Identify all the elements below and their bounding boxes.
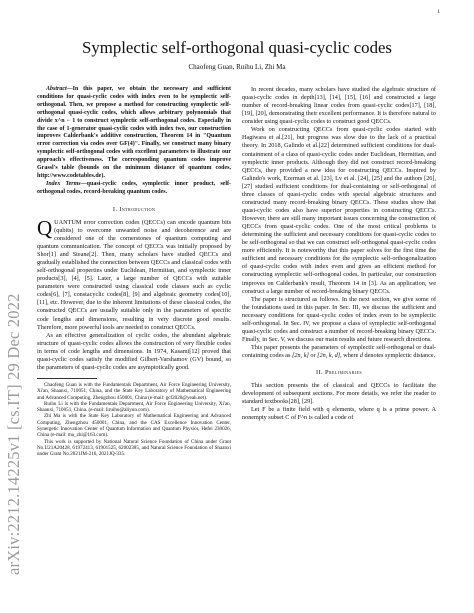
intro-paragraph-2: As an effective generalization of cyclic codes, the abundant algebraic structure of quasi-cyclic codes allows the construction of very flexible codes in terms of code lengths and dimensions. In 1974, Kasami[12] proved that quasi-cyclic codes satisfy the modified Gilbert-Varshamov (GV) bound, so the parameters of quasi-cyclic codes are asymptotically good. [37, 331, 231, 371]
paper-authors: Chaofeng Guan, Ruihu Li, Zhi Ma [188, 63, 286, 71]
abstract-text: —In this paper, we obtain the necessary and sufficient conditions for quasi-cyclic codes with index even to be symplectic self-orthogonal. Then, we propose a method for constructing symplectic self-orthogonal quasi-cyclic codes, which allows arbitrary polynomials that divide x^n − 1 to construct symplectic self-orthogonal codes. Especially in the case of 1-generator quasi-cyclic codes with index two, our construction improves Calderbank's additive construction, Theorem 14 in "Quantum error correction via codes over GF(4)". Finally, we construct many binary symplectic self-orthogonal codes with excellent parameters to illustrate our approach's effectiveness. The corresponding quantum codes improve Grassl's table (bounds on the minimum distance of quantum codes, http://www.codetables.de). [37, 86, 231, 179]
intro-paragraph-1 [37, 215, 231, 332]
para4-text-b: or [308, 352, 318, 360]
page-number: 1 [437, 9, 440, 15]
intro-paragraph-1-text: UANTUM error correction codes (QECCs) can encode quantum bits (qubits) to overcome unwanted noise and decoherence and are considered one of the cornerstones of quantum computing and quantum communication. The concept of QECCs was initially proposed by Shor[1] and Steane[2]. Then, many scholars have studied QECCs and gradually established the connection between QECCs and classical codes with self-orthogonal properties under Euclidean, Hermitian, and symplectic inner products[3], [4], [5]. Later, a large number of QECCs with suitable parameters were constructed using classical code classes such as cyclic codes[6], [7], constacyclic codes[8], [9] and algebraic geometry codes[10], [11], etc. However, due to the inherent limitations of these classical codes, the constructed QECCs are usually suitable only in the parameters of specific code lengths and dimensions, resulting in very discrete good results. Therefore, more powerful tools are needed to construct QECCs. [37, 218, 231, 331]
footnote-author-guan: Chaofeng Guan is with the Fundamentals Department, Air Force Engineering University, Xi'an, Shaanxi, 710051, China, and the State Key Laboratory of Mathematical Engineering and Advanced Computing, Zhengzhou 450001, China (e-mail: gcf2020@yeah.net). [37, 381, 231, 401]
abstract [37, 86, 231, 181]
para4-text-a: This paper presents the parameters of symplectic self-orthogonal or dual-containing codes as [242, 344, 436, 360]
abstract-lead: Abstract [46, 86, 67, 92]
right-paragraph-3: The paper is structured as follows. In the next section, we give some of the foundations used in this paper. In Sec. III, we discuss the sufficient and necessary conditions for quasi-cyclic codes of index even to be symplectic self-orthogonal. In Sec. IV, we propose a class of symplectic self-orthogonal quasi-cyclic codes and construct a number of record-breaking binary QECCs. Finally, in Sec. V, we discuss our main results and future research directions. [242, 295, 436, 343]
section-heading-preliminaries: II. Preliminaries [315, 369, 363, 377]
para4-text-d: denotes symplectic distance. [363, 352, 436, 360]
math-d: d [359, 352, 363, 360]
right-paragraph-1: In recent decades, many scholars have studied the algebraic structure of quasi-cyclic codes in depth[13], [14], [15], [16] and constructed a large number of record-breaking linear codes from quasi-cyclic codes[17], [18], [19], [20], demonstrating their excellent performance. It is therefore natural to consider using quasi-cyclic codes to construct good QECCs. [242, 86, 436, 126]
index-terms-lead: Index Terms [46, 180, 81, 187]
para4-text-c: , where [340, 352, 360, 360]
right-paragraph-2: Work on constructing QECCs from quasi-cyclic codes started with Hagiwara et al.[21], but progress was slow due to the lack of a practical theory. In 2018, Galindo et al.[22] determined sufficient conditions for dual-containment of a class of quasi-cyclic codes under Euclidean, Hermitian, and symplectic inner products. Although they did not construct record-breaking QECCs, they provided a new idea for constructing QECCs. Inspired by Galindo's work, Ezerman et al. [23], Lv et al. [24], [25] and the authors [26], [27] studied sufficient conditions for dual-containing or self-orthogonal of three classes of quasi-cyclic codes with special algebraic structures and constructed many record-breaking binary QECCs. These studies show that quasi-cyclic codes also have superior properties in constructing QECCs. However, there are still many important issues concerning the construction of QECCs from quasi-cyclic codes. One of the most critical problems is determining the sufficient and necessary conditions for quasi-cyclic codes to be self-orthogonal so that we can construct self-orthogonal quasi-cyclic codes more efficiently. It is noteworthy that this paper solves for the first time the sufficient and necessary conditions for the symplectic self-orthogonalization of quasi-cyclic codes with index even and gives an efficient method for constructing symplectic self-orthogonal codes. In particular, our construction improves on Calderbank's result, Theorem 14 in [3]. As an application, we construct a large number of record-breaking binary QECCs. [242, 126, 436, 295]
footnote-funding: This work is supported by National Natural Science Foundation of China under Grant No.U21A20428, 61972413, 61901525, 62002385, and Natural Science Foundation of Shaanxi under Grant No.2021JM-216, 2021JQ-335. [37, 438, 231, 458]
math-symplectic-dist: [2n, k, d] [317, 352, 341, 360]
footnote-rule [37, 378, 97, 379]
footnote-author-li: Ruihu Li is with the Fundamentals Department, Air Force Engineering University, Xi'an, Shaanxi, 710051, China. (e-mail: liruihu@aliyun.com). [37, 400, 231, 414]
section-heading-introduction: I. Introduction [112, 205, 156, 213]
dropcap-letter: Q [37, 215, 53, 240]
right-paragraph-4 [242, 344, 436, 360]
right-column [242, 86, 436, 423]
prelim-paragraph-2: Let F be a finite field with q elements, where q is a prime power. A nonempty subset C of F^n is called a code of [242, 406, 436, 422]
prelim-paragraph-1: This section presents the of classical and QECCs to facilitate the development of subsequent sections. For more details, we refer the reader to standard textbooks[28], [29]. [242, 382, 436, 406]
paper-title: Symplectic self-orthogonal quasi-cyclic codes [82, 38, 392, 57]
index-terms [37, 181, 231, 197]
left-column [37, 86, 231, 458]
footnote-author-ma: Zhi Ma is with the State Key Laboratory of Mathematical Engineering and Advanced Computing, Zhengzhou 450001, China, and the CAS Excellence Innovation Center, Synergetic Innovation Center of Quantum Information and Quantum Physics, Hefei 230026, China (e-mail: ma_zhi@163.com). [37, 413, 231, 439]
index-terms-text: —quasi-cyclic codes, symplectic inner product, self-orthogonal codes, record-breaking quantum codes. [37, 180, 231, 195]
math-symplectic-dc: [2n, k] [292, 352, 309, 360]
arxiv-stamp: arXiv:2212.14225v1 [cs.IT] 29 Dec 2022 [4, 293, 23, 575]
